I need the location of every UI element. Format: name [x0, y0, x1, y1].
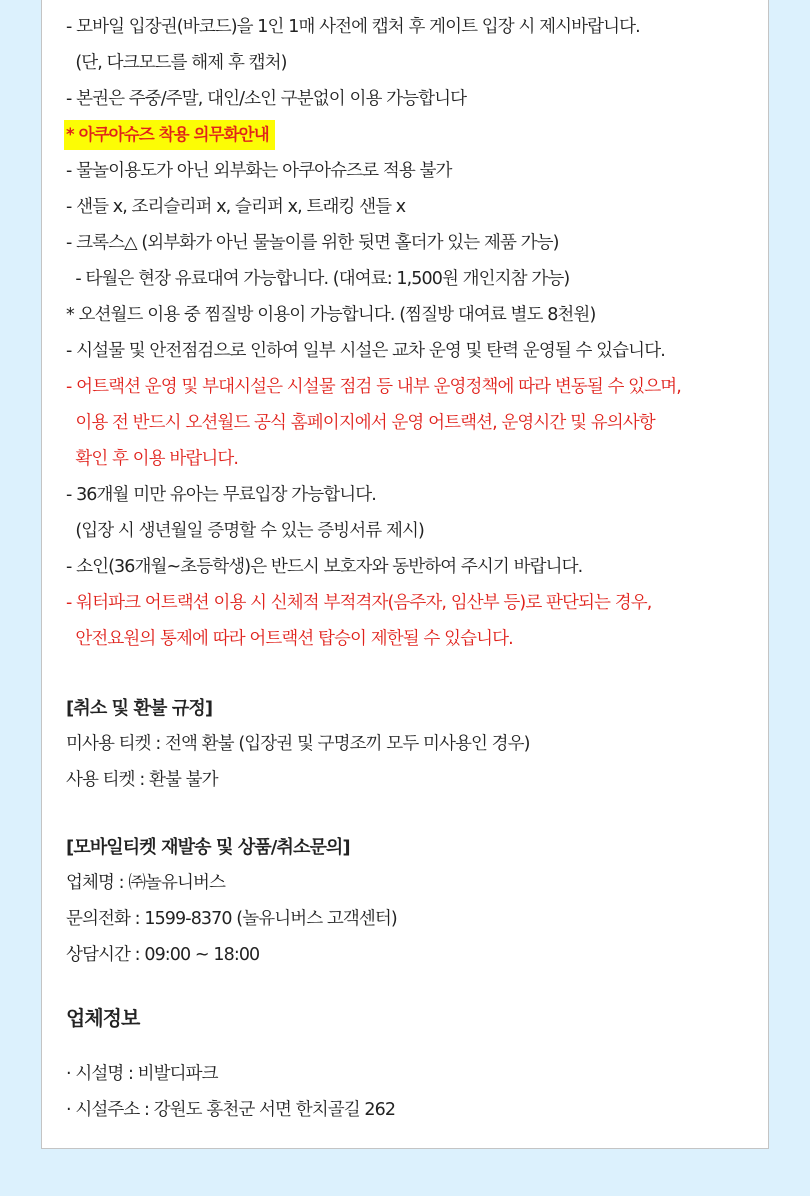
notice-content	[66, 9, 756, 1128]
notice-line: - 물놀이용도가 아닌 외부화는 아쿠아슈즈로 적용 불가	[66, 161, 452, 181]
notice-line: - 타월은 현장 유료대여 가능합니다. (대여료: 1,500원 개인지참 가능)	[66, 269, 570, 289]
refund-policy-section	[66, 692, 756, 798]
notice-warning-line: 이용 전 반드시 오션월드 공식 홈페이지에서 운영 어트랙션, 운영시간 및 유의사항	[66, 413, 655, 433]
notice-line: (입장 시 생년월일 증명할 수 있는 증빙서류 제시)	[66, 521, 424, 541]
facility-address: · 시설주소 : 강원도 홍천군 서면 한치골길 262	[66, 1100, 396, 1120]
notice-line: - 본권은 주중/주말, 대인/소인 구분없이 이용 가능합니다	[66, 89, 467, 109]
inquiry-heading: [모바일티켓 재발송 및 상품/취소문의]	[66, 837, 350, 858]
company-info-title: 업체정보	[66, 1006, 140, 1030]
notice-warning-line: - 어트랙션 운영 및 부대시설은 시설물 점검 등 내부 운영정책에 따라 변동될 수 있으며,	[66, 377, 681, 397]
inquiry-section	[66, 831, 756, 973]
refund-policy-line: 사용 티켓 : 환불 불가	[66, 770, 218, 790]
notice-card	[41, 0, 769, 1149]
notice-list	[66, 9, 756, 657]
notice-warning-line: 확인 후 이용 바랍니다.	[66, 449, 239, 469]
notice-line: - 36개월 미만 유아는 무료입장 가능합니다.	[66, 485, 376, 505]
company-info-section	[66, 1000, 756, 1128]
aqua-shoes-notice-highlight: * 아쿠아슈즈 착용 의무화안내	[64, 120, 275, 150]
notice-line: - 크록스△ (외부화가 아닌 물놀이를 위한 뒷면 홀더가 있는 제품 가능)	[66, 233, 559, 253]
facility-name: · 시설명 : 비발디파크	[66, 1064, 218, 1084]
notice-warning-line: 안전요원의 통제에 따라 어트랙션 탑승이 제한될 수 있습니다.	[66, 629, 513, 649]
notice-warning-line: - 워터파크 어트랙션 이용 시 신체적 부적격자(음주자, 임산부 등)로 판단되는 경우,	[66, 593, 652, 613]
refund-policy-line: 미사용 티켓 : 전액 환불 (입장권 및 구명조끼 모두 미사용인 경우)	[66, 734, 530, 754]
inquiry-company-name: 업체명 : ㈜놀유니버스	[66, 873, 225, 893]
inquiry-hours: 상담시간 : 09:00 ~ 18:00	[66, 945, 260, 965]
aqua-shoes-notice-row	[66, 117, 756, 153]
refund-policy-heading: [취소 및 환불 규정]	[66, 698, 213, 719]
notice-line: (단, 다크모드를 해제 후 캡처)	[66, 53, 287, 73]
inquiry-phone: 문의전화 : 1599-8370 (놀유니버스 고객센터)	[66, 909, 397, 929]
notice-line: - 모바일 입장권(바코드)을 1인 1매 사전에 캡처 후 게이트 입장 시 제시바랍니다.	[66, 17, 640, 37]
notice-line: - 시설물 및 안전점검으로 인하여 일부 시설은 교차 운영 및 탄력 운영될 수 있습니다.	[66, 341, 665, 361]
notice-line: - 소인(36개월~초등학생)은 반드시 보호자와 동반하여 주시기 바랍니다.	[66, 557, 583, 577]
notice-line: - 샌들 x, 조리슬리퍼 x, 슬리퍼 x, 트래킹 샌들 x	[66, 197, 406, 217]
notice-line: * 오션월드 이용 중 찜질방 이용이 가능합니다. (찜질방 대여료 별도 8천원)	[66, 305, 596, 325]
